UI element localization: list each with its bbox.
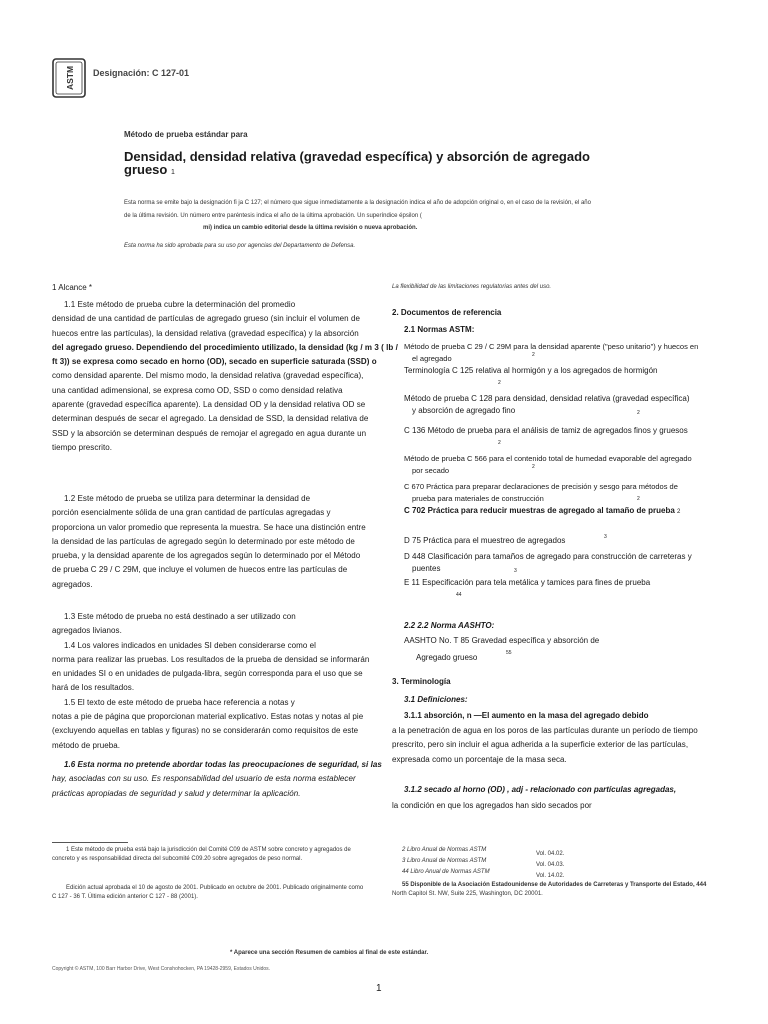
para-1-1-line: del agregado grueso. Dependiendo del procedimiento utilizado, la densidad (kg / m 3 ( lb / bbox=[52, 342, 398, 352]
logo-text: ASTM bbox=[65, 65, 75, 91]
ref-item bbox=[404, 481, 734, 505]
ref-line: E 11 Especificación para tela metálica y tamices para fines de prueba bbox=[404, 578, 651, 587]
ref-item bbox=[404, 393, 734, 425]
para-1-2-line: 1.2 Este método de prueba se utiliza para determinar la densidad de bbox=[64, 494, 311, 503]
para-1-6-line: 1.6 Esta norma no pretende abordar todas las preocupaciones de seguridad, si las bbox=[64, 760, 382, 769]
section-2-2-heading: 2.2 2.2 Norma AASHTO: bbox=[404, 621, 495, 630]
aashto-line2: Agregado grueso bbox=[416, 653, 478, 662]
footnote-1-line: 1 Este método de prueba está bajo la jurisdicción del Comité C09 de ASTM sobre concreto y agregados de bbox=[66, 847, 351, 853]
para-1-1-line: como densidad aparente. Del mismo modo, la densidad relativa (gravedad específica), bbox=[52, 371, 364, 381]
para-1-1-line: densidad de una cantidad de partículas de agregado grueso (sin incluir el volumen de bbox=[52, 314, 360, 324]
ref-line: D 448 Clasificación para tamaños de agregado para construcción de carreteras y bbox=[404, 552, 692, 561]
ref-line: Método de prueba C 29 / C 29M para la densidad aparente ("peso unitario") y huecos en bbox=[404, 342, 699, 351]
footnote-1 bbox=[52, 846, 397, 864]
para-1-3-to-1-5 bbox=[52, 610, 404, 753]
page-title-line1: Densidad, densidad relativa (gravedad específica) y absorción de agregado bbox=[124, 149, 590, 164]
section-3-1-heading: 3.1 Definiciones: bbox=[404, 695, 468, 704]
title-kicker: Método de prueba estándar para bbox=[124, 130, 248, 139]
ref-line: C 702 Práctica para reducir muestras de agregado al tamaño de prueba bbox=[404, 506, 675, 515]
section-2-heading: 2. Documentos de referencia bbox=[392, 308, 502, 317]
para-1-2-line: proporciona un valor promedio que representa la muestra. Se hace una distinción entre bbox=[52, 522, 366, 532]
ref-sup: 2 bbox=[677, 509, 681, 515]
para-1-1-line: ft 3)) se expresa como secado en horno (OD), secado en superficie saturada (SSD) o bbox=[52, 357, 377, 367]
section-3-1-1-text bbox=[392, 724, 732, 767]
section-3-heading: 3. Terminología bbox=[392, 677, 451, 686]
summary-note: * Aparece una sección Resumen de cambios al final de este estándar. bbox=[230, 950, 429, 956]
ref-line: prueba para materiales de construcción bbox=[412, 494, 544, 503]
para-1-6-line: prácticas apropiadas de seguridad y salud y determinar la aplicación. bbox=[52, 788, 301, 798]
para-1-1-line: SSD y la absorción se determinan después de remojar el agregado en agua durante un bbox=[52, 428, 367, 438]
ref-item bbox=[404, 505, 734, 535]
title-word: grueso bbox=[124, 162, 168, 177]
section-3-1-1-line: prescrito, pero sin incluir el agua adherida a la superficie exterior de las partículas, bbox=[392, 740, 689, 750]
ref-line: C 670 Práctica para preparar declaraciones de precisión y sesgo para métodos de bbox=[404, 482, 678, 491]
ref-item bbox=[404, 453, 734, 481]
footnote-ref-vol: Vol. 14.02. bbox=[536, 873, 565, 879]
para-1-1-line: huecos entre las partículas), la densidad relativa (gravedad específica) y la absorción bbox=[52, 328, 359, 338]
para-1-5-line: (excluyendo aquellas en tablas y figuras) no se considerarán como requisitos de este bbox=[52, 726, 359, 736]
para-1-1-line: 1.1 Este método de prueba cubre la determinación del promedio bbox=[64, 300, 296, 309]
intro-line3: mi) indica un cambio editorial desde la última revisión o nueva aprobación. bbox=[203, 225, 418, 231]
para-1-2-line: la densidad de las partículas de agregado según lo determinado por este método de bbox=[52, 536, 355, 546]
aashto-line1: AASHTO No. T 85 Gravedad específica y absorción de bbox=[404, 636, 600, 645]
footnote-edition bbox=[52, 884, 397, 902]
footnote-edition-line: Edición actual aprobada el 10 de agosto de 2001. Publicado en octubre de 2001. Publicado originalmente como bbox=[66, 885, 364, 891]
para-1-1-line: una cantidad adimensional, se expresa como OD, SSD o como densidad relativa bbox=[52, 385, 343, 395]
para-1-5-line: notas a pie de página que proporcionan material explicativo. Estas notas y notas al pie bbox=[52, 712, 364, 722]
section-2-1-label: 2.1 Normas ASTM: bbox=[404, 325, 475, 334]
footnote-ref bbox=[402, 868, 742, 881]
para-1-3-line: agregados livianos. bbox=[52, 626, 122, 636]
section-3-1-1-heading: 3.1.1 absorción, n —El aumento en la masa del agregado debido bbox=[404, 711, 649, 720]
footnote-55-line: 55 Disponible de la Asociación Estadounidense de Autoridades de Carreteras y Transporte del Estado, 444 bbox=[402, 882, 707, 888]
footnote-ref-vol: Vol. 04.02. bbox=[536, 851, 565, 857]
approval-note: Esta norma ha sido aprobada para su uso por agencias del Departamento de Defensa. bbox=[124, 243, 356, 249]
ref-list bbox=[404, 341, 734, 597]
ref-item bbox=[404, 425, 734, 453]
para-1-2-line: de prueba C 29 / C 29M, que incluye el volumen de huecos entre las partículas de bbox=[52, 565, 348, 575]
section-2-1-heading bbox=[404, 324, 474, 336]
ref-sup: 2 bbox=[637, 410, 640, 416]
ref-item bbox=[404, 577, 734, 597]
ref-sup: 2 bbox=[637, 496, 640, 502]
flex-note: La flexibilidad de las limitaciones regulatorias antes del uso. bbox=[392, 284, 552, 290]
ref-line: Método de prueba C 566 para el contenido total de humedad evaporable del agregado bbox=[404, 454, 692, 463]
para-1-5-line: 1.5 El texto de este método de prueba hace referencia a notas y bbox=[64, 697, 295, 707]
footnote-ref bbox=[402, 846, 742, 857]
ref-sup: 2 bbox=[498, 440, 501, 446]
para-1-4-line: norma para realizar las pruebas. Los resultados de la prueba de densidad se informarán bbox=[52, 654, 370, 664]
ref-line: Método de prueba C 128 para densidad, densidad relativa (gravedad específica) bbox=[404, 394, 690, 403]
page-title-line2 bbox=[124, 162, 175, 180]
footnote-ref-text: 2 Libro Anual de Normas ASTM bbox=[402, 847, 487, 853]
ref-item bbox=[404, 365, 734, 393]
ref-item bbox=[404, 341, 734, 365]
para-1-2-line: prueba, y la densidad aparente de los agregados según lo determinado por el Método bbox=[52, 551, 361, 561]
para-1-6 bbox=[52, 758, 404, 801]
para-1-6-line: hay, asociadas con su uso. Es responsabilidad del usuario de esta norma establecer bbox=[52, 774, 356, 784]
footnote-ref bbox=[402, 857, 742, 868]
para-1-5-line: método de prueba. bbox=[52, 740, 121, 750]
para-1-4-line: 1.4 Los valores indicados en unidades SI deben considerarse como el bbox=[64, 640, 316, 650]
astm-logo bbox=[52, 58, 86, 98]
para-1-1 bbox=[52, 298, 404, 455]
ref-line: por secado bbox=[412, 466, 450, 475]
para-1-2 bbox=[52, 492, 404, 592]
footnote-55-line: North Capitol St. NW, Suite 225, Washington, DC 20001. bbox=[392, 891, 543, 897]
para-1-1-line: determinan después de secar el agregado. La densidad de SSD, la densidad relativa de bbox=[52, 414, 369, 424]
footnote-1-line: concreto y es responsabilidad directa del subcomité C09.20 sobre agregados de peso normal. bbox=[52, 856, 303, 862]
section-3-1-1-line: expresada como un porcentaje de la masa seca. bbox=[392, 754, 567, 764]
aashto-sup: 55 bbox=[506, 650, 512, 656]
intro-line2: de la última revisión. Un número entre paréntesis indica el año de la última aprobación. Un superíndice épsilon ( bbox=[124, 213, 422, 219]
ref-line: Terminología C 125 relativa al hormigón y a los agregados de hormigón bbox=[404, 366, 658, 375]
section-3-1-2-line: la condición en que los agregados han sido secados por bbox=[392, 801, 592, 810]
ref-sup: 44 bbox=[456, 592, 462, 598]
ref-line: el agregado bbox=[412, 354, 452, 363]
ref-sup: 2 bbox=[498, 380, 501, 386]
para-1-1-line: aparente (gravedad específica aparente). La densidad OD y la densidad relativa OD se bbox=[52, 400, 366, 410]
footnotes-right bbox=[392, 846, 742, 899]
ref-line: D 75 Práctica para el muestreo de agregados bbox=[404, 536, 566, 545]
para-1-1-line: tiempo prescrito. bbox=[52, 442, 112, 452]
para-1-2-line: porción esencialmente sólida de una gran cantidad de partículas agregadas y bbox=[52, 508, 331, 518]
ref-sup: 3 bbox=[604, 534, 607, 540]
footnote-divider bbox=[52, 842, 128, 843]
ref-line: y absorción de agregado fino bbox=[412, 406, 516, 415]
section-3-1-2-heading: 3.1.2 secado al horno (OD) , adj - relacionado con partículas agregadas, bbox=[404, 785, 677, 794]
astm-logo-mark bbox=[52, 58, 86, 98]
footnote-ref-text: 3 Libro Anual de Normas ASTM bbox=[402, 858, 487, 864]
footnote-ref-text: 44 Libro Anual de Normas ASTM bbox=[402, 869, 490, 875]
intro-line1: Esta norma se emite bajo la designación fi ja C 127; el número que sigue inmediatamente a la designación indica el año de adopción original o, en el caso de la revisión, el año bbox=[124, 200, 591, 206]
ref-sup: 2 bbox=[532, 352, 535, 358]
ref-item bbox=[404, 551, 734, 577]
title-footnote-mark: 1 bbox=[170, 169, 175, 176]
para-1-4-line: hará de los resultados. bbox=[52, 683, 135, 693]
section-1-heading: 1 Alcance * bbox=[52, 283, 93, 292]
ref-line: C 136 Método de prueba para el análisis de tamiz de agregados finos y gruesos bbox=[404, 426, 688, 435]
ref-sup: 3 bbox=[514, 568, 517, 574]
ref-item bbox=[404, 535, 734, 551]
copyright: Copyright © ASTM, 100 Barr Harbor Drive, West Conshohocken, PA 19428-2959, Estados Unidos. bbox=[52, 966, 271, 972]
footnote-edition-line: C 127 - 36 T. Última edición anterior C 127 - 88 (2001). bbox=[52, 894, 198, 900]
ref-sup: 2 bbox=[532, 464, 535, 470]
para-1-3-line: 1.3 Este método de prueba no está destinado a ser utilizado con bbox=[64, 612, 296, 621]
para-1-4-line: en unidades SI o en unidades de pulgada-libra, según corresponda para el uso que se bbox=[52, 669, 363, 679]
ref-line: puentes bbox=[412, 564, 441, 573]
para-1-2-line: agregados. bbox=[52, 579, 93, 589]
footnote-ref-vol: Vol. 04.03. bbox=[536, 862, 565, 868]
page-number: 1 bbox=[376, 983, 382, 994]
designation: Designación: C 127-01 bbox=[93, 68, 190, 78]
section-3-1-1-line: a la penetración de agua en los poros de las partículas durante un período de tiempo bbox=[392, 726, 698, 735]
